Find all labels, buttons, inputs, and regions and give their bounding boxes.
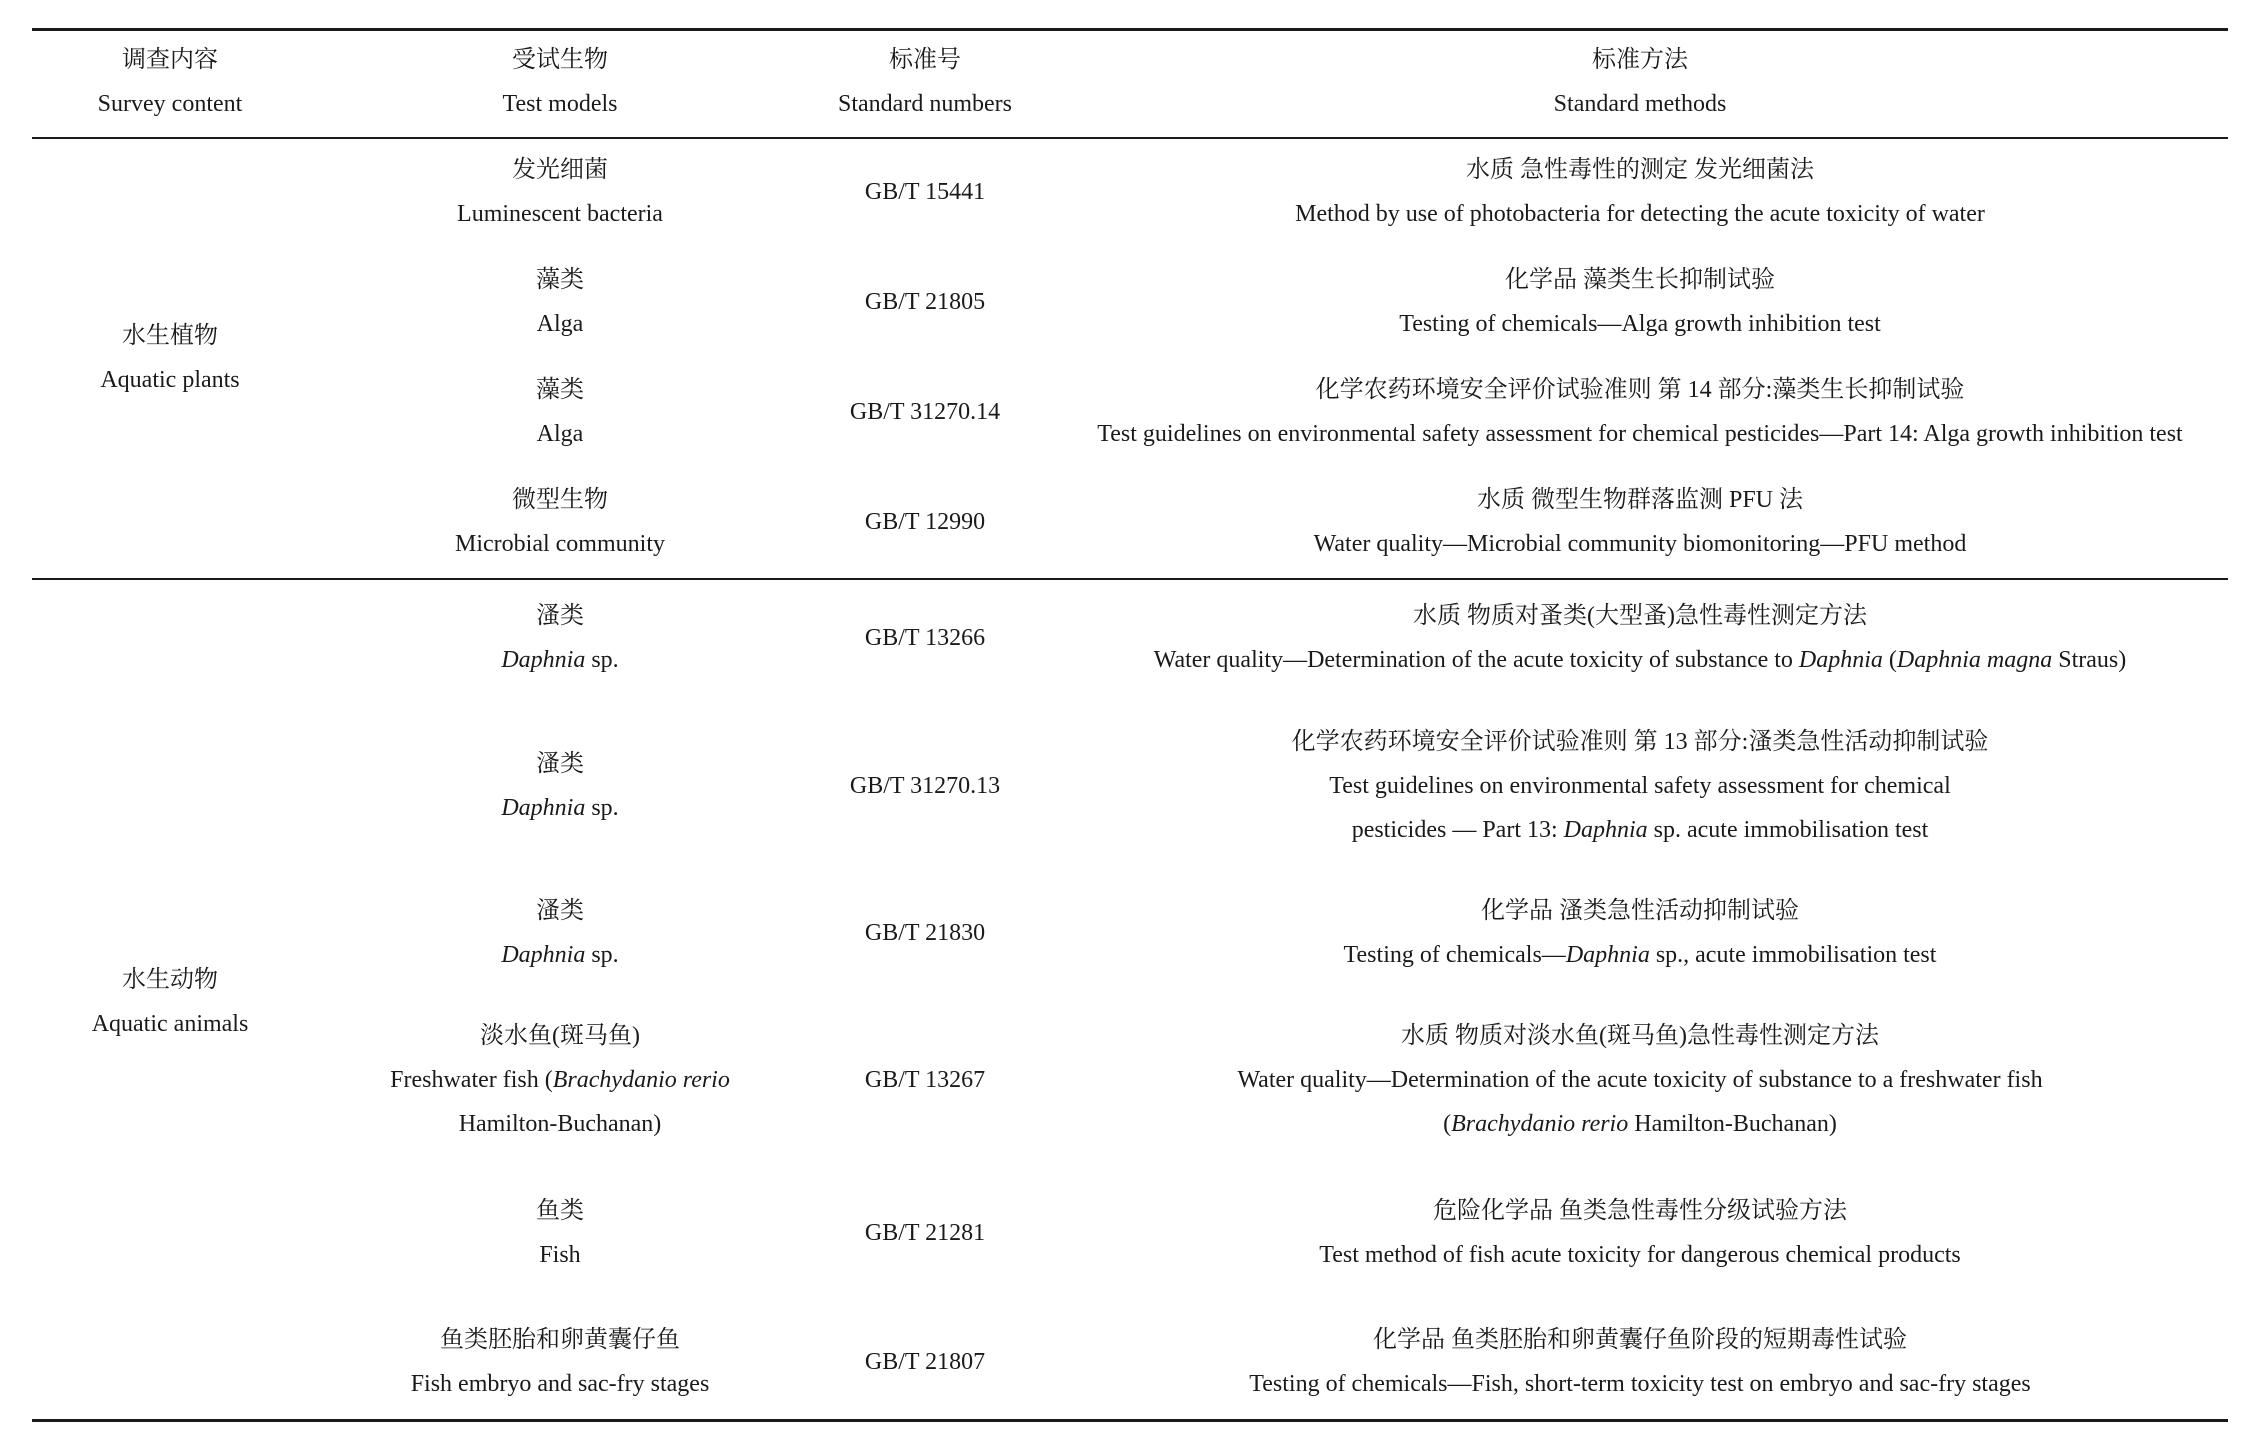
- model-en: [330, 933, 790, 977]
- method-en-italic: Daphnia: [1565, 942, 1650, 968]
- table-row-method: [1040, 148, 2240, 236]
- model-en: Fish: [539, 1242, 581, 1268]
- method-en-italic: Daphnia magna: [1896, 647, 2053, 673]
- header-survey-en: Survey content: [97, 91, 243, 117]
- model-en: [330, 638, 790, 682]
- model-zh: 鱼类胚胎和卵黄囊仔鱼: [440, 1327, 680, 1353]
- group-aquatic-plants: [40, 314, 300, 402]
- std-number: GB/T 31270.14: [849, 399, 1001, 425]
- method-en-part: Testing of chemicals—: [1343, 942, 1566, 968]
- table-row-standard-number: [800, 911, 1050, 955]
- table-row-method: [1040, 720, 2240, 852]
- table-row-model: [330, 889, 790, 977]
- model-zh: 淡水鱼(斑马鱼): [480, 1023, 640, 1049]
- table-bottom-rule: [32, 1419, 2228, 1422]
- table-row-model: [330, 1318, 790, 1406]
- std-number: GB/T 21805: [864, 289, 986, 315]
- table-row-standard-number: [800, 170, 1050, 214]
- method-en-part: pesticides — Part 13:: [1351, 817, 1564, 843]
- header-standard-numbers: [800, 38, 1050, 126]
- table-row-model: [330, 594, 790, 682]
- model-en: Alga: [536, 421, 584, 447]
- method-en: [1040, 1102, 2240, 1146]
- table-row-method: [1040, 889, 2240, 977]
- group-zh: 水生动物: [122, 967, 218, 993]
- table-row-standard-number: [800, 280, 1050, 324]
- table-row-method: [1040, 1014, 2240, 1146]
- model-en-italic: Daphnia: [501, 942, 586, 968]
- model-en-rest: sp.: [585, 647, 619, 673]
- method-en: Test guidelines on environmental safety assessment for chemical pesticides—Part 14: Alga growth inhibition test: [1097, 421, 2183, 447]
- model-en: Luminescent bacteria: [457, 201, 663, 227]
- model-zh: 鱼类: [536, 1198, 584, 1224]
- model-en: [330, 1058, 790, 1102]
- method-en-part: sp. acute immobilisation test: [1647, 817, 1929, 843]
- table-row-method: [1040, 1189, 2240, 1277]
- method-zh: 危险化学品 鱼类急性毒性分级试验方法: [1433, 1198, 1847, 1224]
- method-zh: 水质 物质对淡水鱼(斑马鱼)急性毒性测定方法: [1401, 1023, 1879, 1049]
- method-en: Testing of chemicals—Fish, short-term toxicity test on embryo and sac-fry stages: [1249, 1371, 2031, 1397]
- method-en-italic: Brachydanio rerio: [1451, 1111, 1629, 1137]
- header-test-models: [330, 38, 790, 126]
- std-number: GB/T 31270.13: [849, 773, 1001, 799]
- model-zh: 溞类: [536, 603, 584, 629]
- method-zh: 水质 急性毒性的测定 发光细菌法: [1466, 157, 1814, 183]
- group-en: Aquatic animals: [91, 1011, 249, 1037]
- model-zh: 藻类: [536, 377, 584, 403]
- table-row-model: [330, 148, 790, 236]
- table-row-model: [330, 478, 790, 566]
- group-en: Aquatic plants: [100, 367, 240, 393]
- table-row-method: [1040, 258, 2240, 346]
- table-row-model: [330, 742, 790, 830]
- table-row-method: [1040, 594, 2240, 682]
- table-row-model: [330, 1014, 790, 1146]
- table-row-model: [330, 368, 790, 456]
- method-en: Testing of chemicals—Alga growth inhibition test: [1399, 311, 1881, 337]
- group-aquatic-animals: [40, 958, 300, 1046]
- table-row-standard-number: [800, 500, 1050, 544]
- table-row-method: [1040, 368, 2240, 456]
- method-en: [1040, 638, 2240, 682]
- model-en-rest: sp.: [585, 942, 619, 968]
- method-en: [1040, 808, 2240, 852]
- std-number: GB/T 21807: [864, 1349, 986, 1375]
- method-en-part: (: [1882, 647, 1897, 673]
- header-std-zh: 标准号: [889, 47, 961, 73]
- table-row-model: [330, 1189, 790, 1277]
- method-en-part: Hamilton-Buchanan): [1628, 1111, 1837, 1137]
- model-zh: 发光细菌: [512, 157, 608, 183]
- table-row-standard-number: [800, 1211, 1050, 1255]
- method-en: Method by use of photobacteria for detecting the acute toxicity of water: [1295, 201, 1985, 227]
- std-number: GB/T 15441: [864, 179, 986, 205]
- header-standard-methods: [1040, 38, 2240, 126]
- model-en: Hamilton-Buchanan): [458, 1111, 662, 1137]
- header-model-en: Test models: [502, 91, 618, 117]
- model-zh: 溞类: [536, 751, 584, 777]
- model-zh: 藻类: [536, 267, 584, 293]
- std-number: GB/T 12990: [864, 509, 986, 535]
- std-number: GB/T 21830: [864, 920, 986, 946]
- method-en: Water quality—Determination of the acute toxicity of substance to a freshwater fish: [1237, 1067, 2043, 1093]
- method-zh: 化学农药环境安全评价试验准则 第 13 部分:溞类急性活动抑制试验: [1291, 729, 1989, 755]
- method-zh: 化学品 溞类急性活动抑制试验: [1481, 898, 1799, 924]
- method-en-part: Water quality—Determination of the acute toxicity of substance to: [1153, 647, 1799, 673]
- table-row-standard-number: [800, 764, 1050, 808]
- table-row-model: [330, 258, 790, 346]
- header-std-en: Standard numbers: [838, 91, 1012, 117]
- table-row-standard-number: [800, 1340, 1050, 1384]
- model-en-part: Freshwater fish (: [390, 1067, 553, 1093]
- method-en: Water quality—Microbial community biomonitoring—PFU method: [1313, 531, 1967, 557]
- model-en: Fish embryo and sac-fry stages: [410, 1371, 710, 1397]
- group-divider-rule: [32, 578, 2228, 580]
- method-en: Test guidelines on environmental safety assessment for chemical: [1329, 773, 1951, 799]
- method-zh: 化学品 藻类生长抑制试验: [1505, 267, 1775, 293]
- method-en-italic: Daphnia: [1563, 817, 1648, 843]
- method-en-italic: Daphnia: [1798, 647, 1883, 673]
- table-row-standard-number: [800, 1058, 1050, 1102]
- header-method-en: Standard methods: [1553, 91, 1727, 117]
- header-rule: [32, 137, 2228, 139]
- method-zh: 化学品 鱼类胚胎和卵黄囊仔鱼阶段的短期毒性试验: [1373, 1327, 1907, 1353]
- method-en-part: (: [1443, 1111, 1452, 1137]
- std-number: GB/T 21281: [864, 1220, 986, 1246]
- model-en-italic: Daphnia: [501, 795, 586, 821]
- method-en: [1040, 933, 2240, 977]
- method-en: Test method of fish acute toxicity for dangerous chemical products: [1319, 1242, 1961, 1268]
- header-model-zh: 受试生物: [512, 47, 608, 73]
- header-method-zh: 标准方法: [1592, 47, 1688, 73]
- model-zh: 溞类: [536, 898, 584, 924]
- model-zh: 微型生物: [512, 487, 608, 513]
- std-number: GB/T 13267: [864, 1067, 986, 1093]
- model-en-italic: Daphnia: [501, 647, 586, 673]
- std-number: GB/T 13266: [864, 625, 986, 651]
- method-zh: 水质 微型生物群落监测 PFU 法: [1476, 487, 1804, 513]
- model-en-rest: sp.: [585, 795, 619, 821]
- group-zh: 水生植物: [122, 323, 218, 349]
- table-top-rule: [32, 28, 2228, 31]
- method-zh: 化学农药环境安全评价试验准则 第 14 部分:藻类生长抑制试验: [1315, 377, 1965, 403]
- method-en-part: Straus): [2052, 647, 2127, 673]
- model-en: Alga: [536, 311, 584, 337]
- header-survey-zh: 调查内容: [122, 47, 218, 73]
- table-row-standard-number: [800, 616, 1050, 660]
- model-en: Microbial community: [455, 531, 665, 557]
- model-en: [330, 786, 790, 830]
- table-row-method: [1040, 478, 2240, 566]
- method-en-part: sp., acute immobilisation test: [1649, 942, 1937, 968]
- method-zh: 水质 物质对蚤类(大型蚤)急性毒性测定方法: [1413, 603, 1867, 629]
- table-row-standard-number: [800, 390, 1050, 434]
- table-row-method: [1040, 1318, 2240, 1406]
- header-survey-content: [40, 38, 300, 126]
- model-en-italic: Brachydanio rerio: [552, 1067, 730, 1093]
